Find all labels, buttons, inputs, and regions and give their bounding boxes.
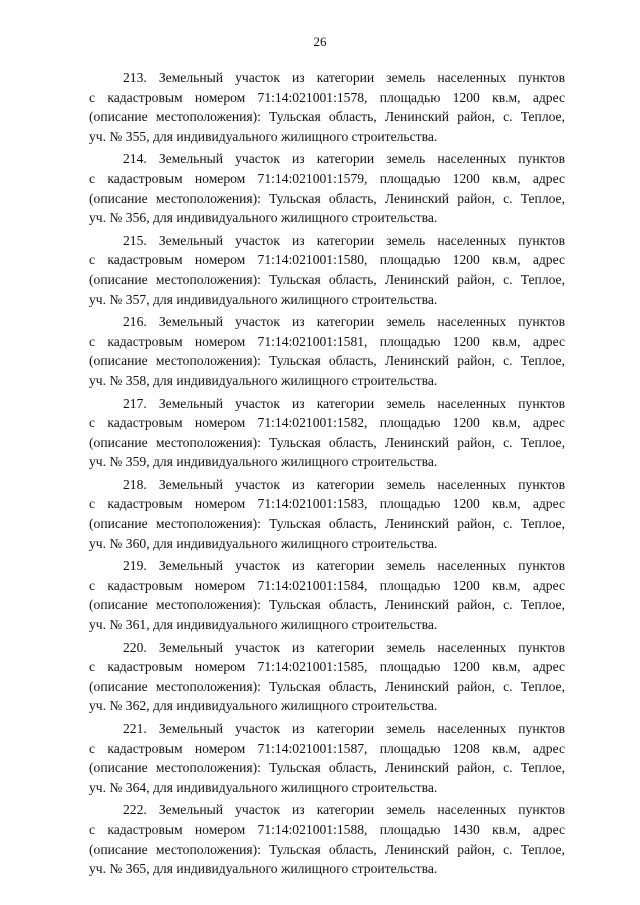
item-line: уч. № 357, для индивидуального жилищного строительства.: [89, 291, 438, 307]
item-line: (описание местоположения): Тульская область, Ленинский район, с. Теплое,: [89, 434, 565, 450]
land-plot-item: [89, 394, 565, 472]
item-first-line: 221. Земельный участок из категории земель населенных пунктов: [123, 721, 565, 736]
item-line: с кадастровым номером 71:14:021001:1587, площадью 1208 кв.м, адрес: [89, 740, 565, 756]
item-line: с кадастровым номером 71:14:021001:1584, площадью 1200 кв.м, адрес: [89, 577, 565, 593]
item-line: уч. № 358, для индивидуального жилищного строительства.: [89, 372, 438, 388]
item-line: уч. № 361, для индивидуального жилищного строительства.: [89, 617, 438, 633]
item-first-line: 213. Земельный участок из категории земель населенных пунктов: [123, 70, 565, 85]
item-line: с кадастровым номером 71:14:021001:1588, площадью 1430 кв.м, адрес: [89, 821, 565, 837]
item-line: (описание местоположения): Тульская область, Ленинский район, с. Теплое,: [89, 678, 565, 694]
item-first-line: 216. Земельный участок из категории земель населенных пунктов: [123, 314, 565, 330]
item-line: с кадастровым номером 71:14:021001:1580, площадью 1200 кв.м, адрес: [89, 252, 565, 268]
item-line: (описание местоположения): Тульская область, Ленинский район, с. Теплое,: [89, 271, 565, 287]
item-line: (описание местоположения): Тульская область, Ленинский район, с. Теплое,: [89, 516, 565, 532]
item-line: с кадастровым номером 71:14:021001:1581, площадью 1200 кв.м, адрес: [89, 333, 565, 349]
item-line: (описание местоположения): Тульская область, Ленинский район, с. Теплое,: [89, 109, 565, 125]
item-line: (описание местоположения): Тульская область, Ленинский район, с. Теплое,: [89, 190, 565, 206]
item-line: уч. № 359, для индивидуального жилищного строительства.: [89, 454, 438, 470]
item-line: с кадастровым номером 71:14:021001:1583, площадью 1200 кв.м, адрес: [89, 496, 565, 512]
land-plot-item: [89, 68, 565, 146]
item-line: уч. № 355, для индивидуального жилищного строительства.: [89, 128, 438, 144]
page-number: 26: [313, 34, 327, 49]
item-first-line: 220. Земельный участок из категории земель населенных пунктов: [123, 639, 565, 655]
land-plot-list: [89, 68, 565, 882]
item-first-line: 219. Земельный участок из категории земель населенных пунктов: [123, 558, 565, 574]
item-line: с кадастровым номером 71:14:021001:1582, площадью 1200 кв.м, адрес: [89, 415, 565, 431]
item-line: уч. № 356, для индивидуального жилищного строительства.: [89, 210, 438, 226]
item-line: уч. № 365, для индивидуального жилищного строительства.: [89, 861, 438, 877]
item-first-line: 218. Земельный участок из категории земель населенных пунктов: [123, 476, 565, 492]
item-line: с кадастровым номером 71:14:021001:1579, площадью 1200 кв.м, адрес: [89, 170, 565, 186]
item-line: уч. № 360, для индивидуального жилищного строительства.: [89, 535, 438, 551]
item-line: с кадастровым номером 71:14:021001:1578, площадью 1200 кв.м, адрес: [89, 89, 565, 105]
item-first-line: 215. Земельный участок из категории земель населенных пунктов: [123, 232, 565, 248]
item-first-line: 214. Земельный участок из категории земель населенных пунктов: [123, 151, 565, 167]
land-plot-item: [89, 719, 565, 797]
land-plot-item: [89, 475, 565, 553]
item-line: с кадастровым номером 71:14:021001:1585, площадью 1200 кв.м, адрес: [89, 659, 565, 675]
item-line: уч. № 364, для индивидуального жилищного строительства.: [89, 779, 438, 795]
land-plot-item: [89, 149, 565, 227]
item-first-line: 222. Земельный участок из категории земель населенных пунктов: [123, 802, 565, 818]
item-line: (описание местоположения): Тульская область, Ленинский район, с. Теплое,: [89, 841, 565, 857]
item-first-line: 217. Земельный участок из категории земель населенных пунктов: [123, 395, 565, 411]
land-plot-item: [89, 231, 565, 309]
item-line: (описание местоположения): Тульская область, Ленинский район, с. Теплое,: [89, 760, 565, 776]
item-line: уч. № 362, для индивидуального жилищного строительства.: [89, 698, 438, 714]
item-line: (описание местоположения): Тульская область, Ленинский район, с. Теплое,: [89, 597, 565, 613]
land-plot-item: [89, 312, 565, 390]
item-line: (описание местоположения): Тульская область, Ленинский район, с. Теплое,: [89, 353, 565, 369]
land-plot-item: [89, 556, 565, 634]
land-plot-item: [89, 800, 565, 878]
land-plot-item: [89, 638, 565, 716]
